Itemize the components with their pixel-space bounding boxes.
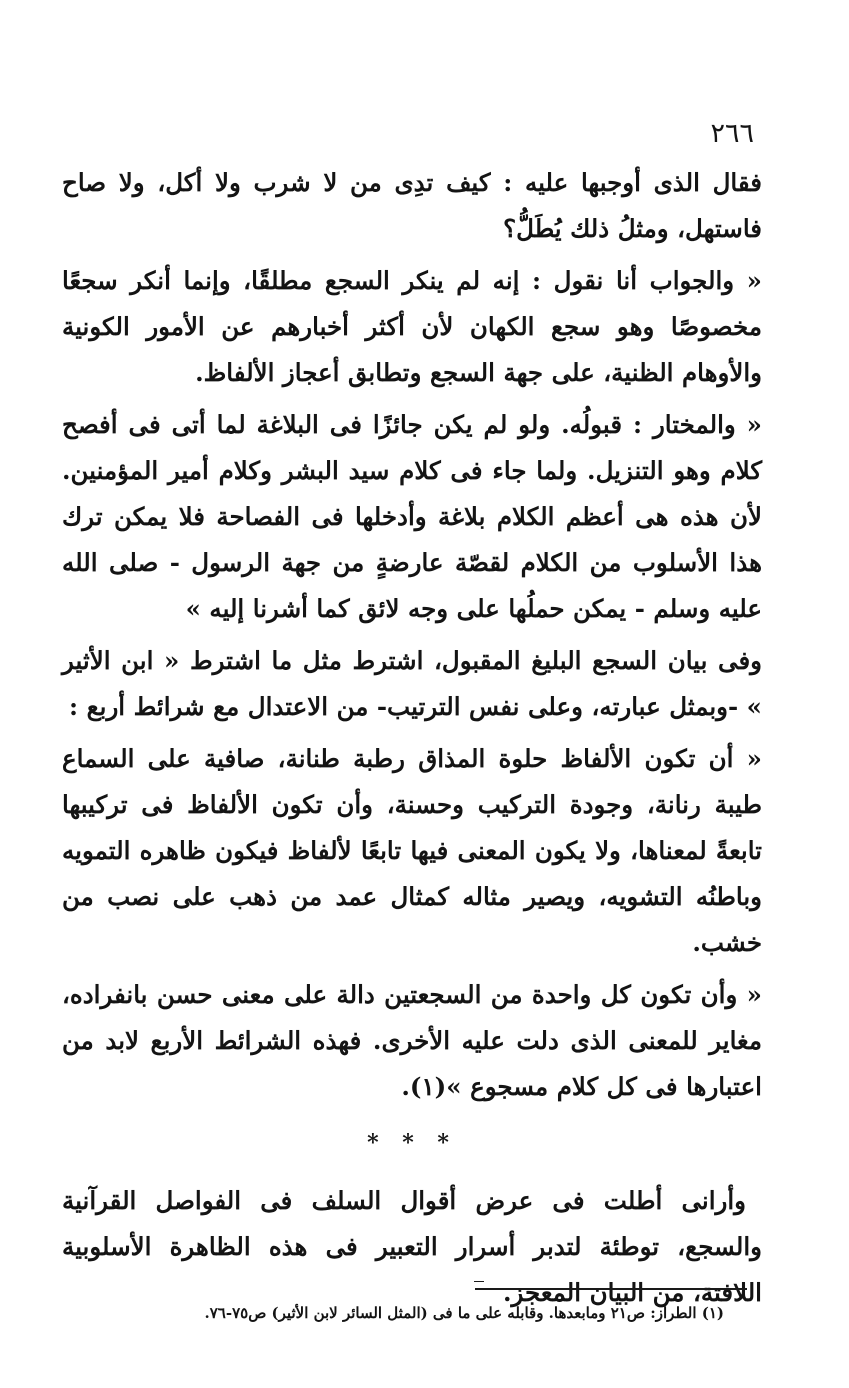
paragraph-5: « أن تكون الألفاظ حلوة المذاق رطبة طنانة، صافية على السماع طيبة رنانة، وجودة التركيب وحسنة، وأن تكون الألفاظ فى تركيبها تابعةً لمعناها، ولا يكون المعنى فيها تابعًا لألفاظ فيكون ظاهره التمويه وباطنُه التشويه، ويصير مثاله كمثال عمد من ذهب على نصب من خشب. (62, 744, 762, 957)
paragraph-1: فقال الذى أوجبها عليه : كيف تدِى من لا شرب ولا أكل، ولا صاح فاستهل، ومثلُ ذلك يُطَلُّ؟ (62, 168, 762, 243)
paragraph-4: وفى بيان السجع البليغ المقبول، اشترط مثل ما اشترط « ابن الأثير » -وبمثل عبارته، وعلى نفس الترتيب- من الاعتدال مع شرائط أربع : (62, 646, 762, 721)
footnote: (١) الطراز: ص٢١ ومابعدها. وقابله على ما فى (المثل السائر لابن الأثير) ص٧٥-٧٦. (204, 1304, 724, 1322)
paragraph-6: « وأن تكون كل واحدة من السجعتين دالة على معنى حسن بانفراده، مغاير للمعنى الذى دلت عليه الأخرى. فهذه الشرائط الأربع لابد من اعتبارها فى كل كلام مسجوع »(١). (62, 980, 762, 1101)
paragraph-2: « والجواب أنا نقول : إنه لم ينكر السجع مطلقًا، وإنما أنكر سجعًا مخصوصًا وهو سجع الكهان لأن أكثر أخبارهم عن الأمور الكونية والأوهام الظنية، على جهة السجع وتطابق أعجاز الألفاظ. (62, 266, 762, 387)
page-number: ٢٦٦ (710, 118, 754, 149)
main-text (62, 160, 762, 1322)
section-separator: * * * (367, 1130, 457, 1156)
footnote-divider (475, 1288, 747, 1290)
paragraph-3: « والمختار : قبولُه. ولو لم يكن جائزًا فى البلاغة لما أتى فى أفصح كلام وهو التنزيل. ولما جاء فى كلام سيد البشر وكلام أمير المؤمنين. لأن هذه هى أعظم الكلام بلاغة وأدخلها فى الفصاحة فلا يمكن ترك هذا الأسلوب من الكلام لقصّة عارضةٍ من جهة الرسول - صلى الله عليه وسلم - يمكن حملُها على وجه لائق كما أشرنا إليه » (62, 410, 762, 623)
footnote-rule-mark (474, 1281, 484, 1282)
paragraph-7: وأرانى أطلت فى عرض أقوال السلف فى الفواصل القرآنية والسجع، توطئة لتدبر أسرار التعبير فى هذه الظاهرة الأسلوبية اللافتة، من البيان المعجز. (62, 1186, 762, 1307)
